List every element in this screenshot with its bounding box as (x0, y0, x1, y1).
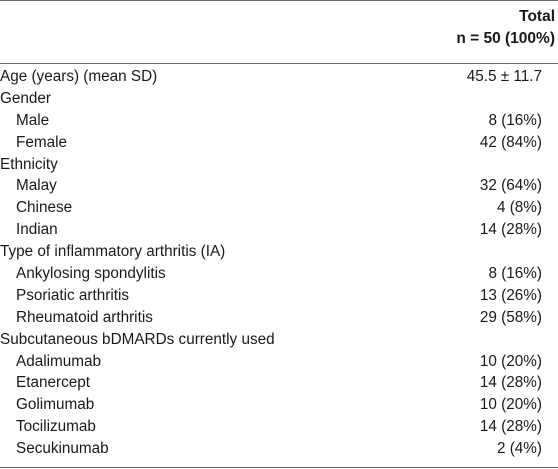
row-label: Ankylosing spondylitis (16, 265, 166, 283)
row-value: 14 (28%) (479, 418, 542, 436)
row-label: Rheumatoid arthritis (16, 308, 153, 326)
row-label: Age (years) (mean SD) (0, 68, 158, 85)
row-label: Gender (0, 89, 52, 107)
row-value: 2 (4%) (496, 440, 542, 458)
table-body (0, 66, 558, 460)
header-total-label: Total (519, 8, 555, 25)
row-label: Tocilizumab (16, 418, 96, 436)
table-row (0, 372, 558, 394)
row-value: 42 (84%) (479, 133, 542, 151)
table-bottom-rule (0, 467, 558, 468)
header-n-label: n = 50 (100%) (456, 30, 555, 47)
row-value: 10 (20%) (479, 352, 542, 370)
table-row (0, 110, 558, 132)
table-row (0, 175, 558, 197)
row-label: Chinese (16, 199, 73, 217)
row-value: 14 (28%) (479, 221, 542, 239)
row-label: Golimumab (16, 396, 95, 414)
row-value: 4 (8%) (496, 199, 542, 217)
table-row (0, 132, 558, 154)
table-row (0, 329, 558, 351)
row-value: 32 (64%) (479, 177, 542, 195)
table-row (0, 438, 558, 460)
table-row (0, 351, 558, 373)
table-row (0, 263, 558, 285)
row-label: Indian (16, 221, 58, 239)
table-row (0, 307, 558, 329)
table-row (0, 219, 558, 241)
row-label: Ethnicity (0, 155, 58, 173)
row-label: Psoriatic arthritis (16, 286, 130, 304)
table-row (0, 154, 558, 176)
row-label: Malay (16, 177, 57, 195)
row-label: Female (16, 133, 68, 151)
row-label: Etanercept (16, 374, 90, 392)
row-value: 45.5 ± 11.7 (466, 68, 542, 85)
table-row (0, 66, 558, 88)
row-label: Secukinumab (16, 440, 109, 458)
row-value: 10 (20%) (479, 396, 542, 414)
header-divider-rule (0, 63, 558, 64)
row-value: 14 (28%) (479, 374, 542, 392)
row-label: Type of inflammatory arthritis (IA) (0, 243, 226, 261)
table-row (0, 285, 558, 307)
table-top-rule (0, 0, 558, 1)
table-row (0, 416, 558, 438)
row-label: Male (16, 111, 50, 129)
row-label: Subcutaneous bDMARDs currently used (0, 330, 275, 348)
table-row (0, 394, 558, 416)
table-row (0, 241, 558, 263)
table-row (0, 197, 558, 219)
table-header (456, 6, 555, 50)
row-label: Adalimumab (16, 352, 102, 370)
row-value: 8 (16%) (488, 265, 542, 283)
row-value: 13 (26%) (479, 286, 542, 304)
row-value: 29 (58%) (479, 308, 542, 326)
table-row (0, 88, 558, 110)
row-value: 8 (16%) (488, 111, 542, 129)
